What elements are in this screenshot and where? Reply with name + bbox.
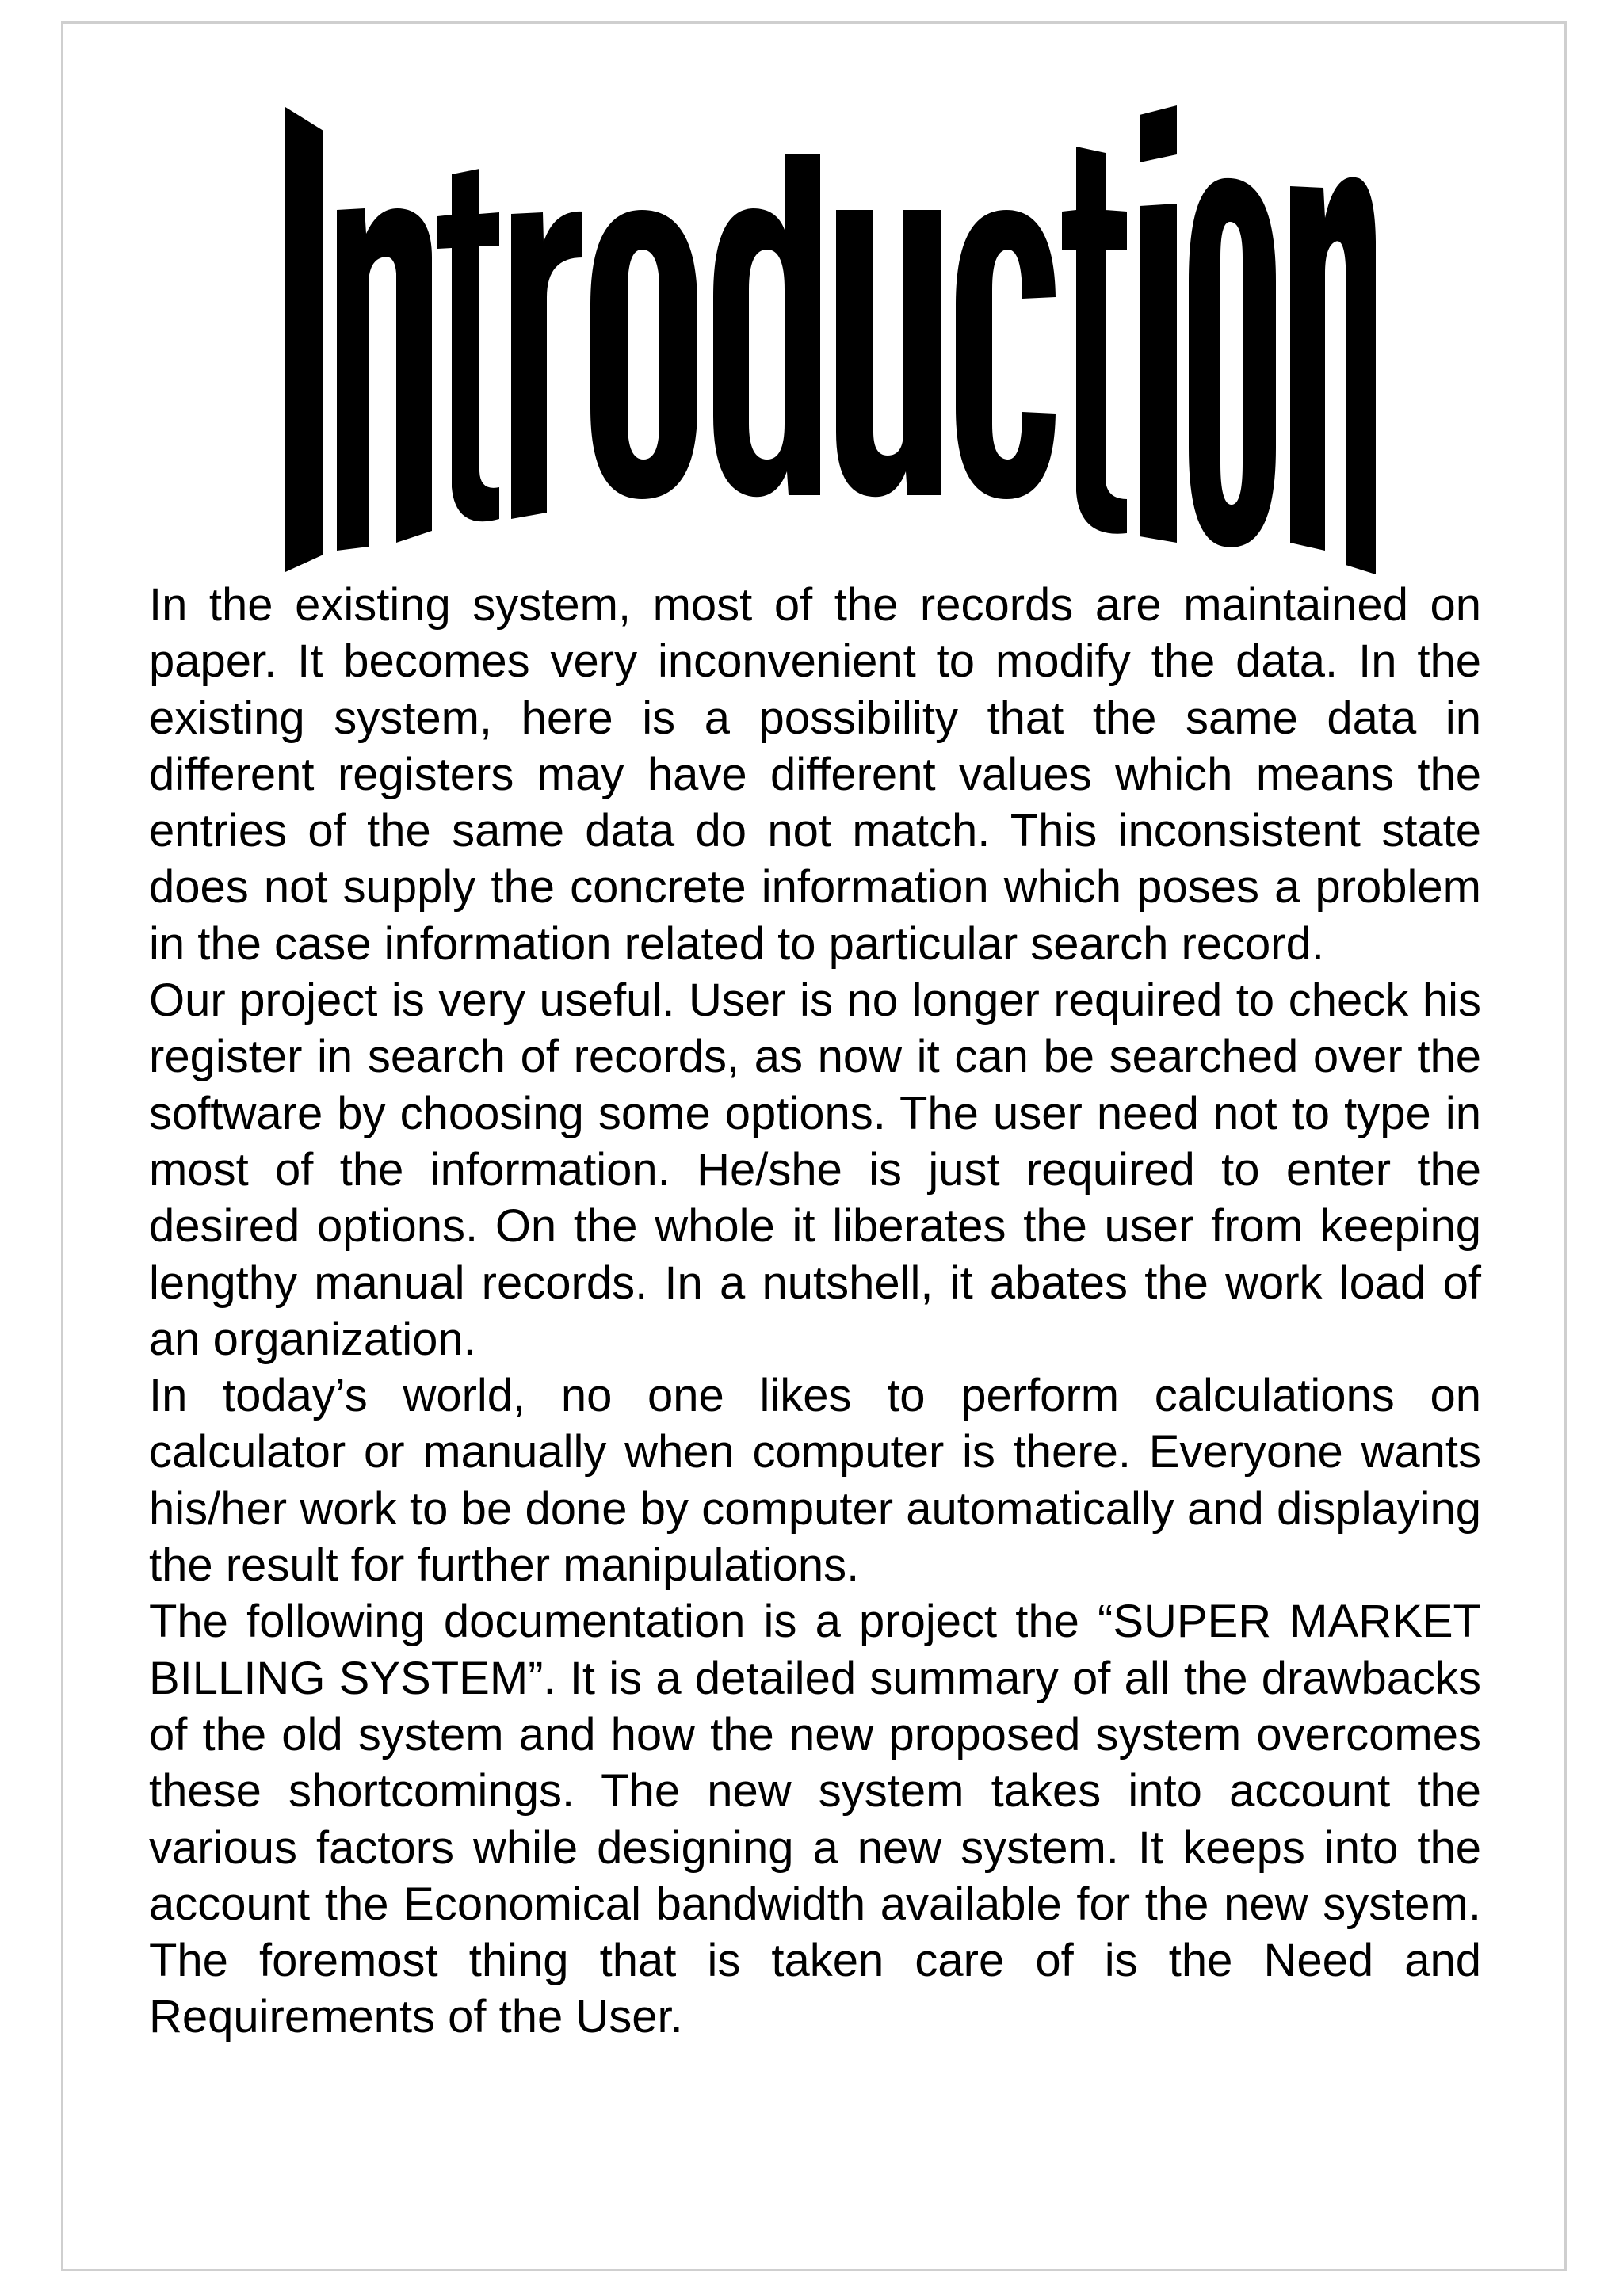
paragraph-documentation: The following documentation is a project the “SUPER MARKET BILLING SYSTEM”. It is a detailed summary of all the drawbacks of the old system and how the new proposed system overcomes these shortcomings. The new system takes into account the various factors while designing a new system. It keeps into the account the Economical bandwidth available for the new system. The foremost thing that is taken care of is the Need and Requirements of the User. — [149, 1596, 1481, 2043]
paragraph-project-usefulness: Our project is very useful. User is no longer required to check his register in search of records, as now it can be searched over the software by choosing some options. The user need not to type in most of the information. He/she is just required to enter the desired options. On the whole it liberates the user from keeping lengthy manual records. In a nutshell, it abates the work load of an organization. — [149, 974, 1481, 1365]
title-letter-o-2 — [1189, 178, 1276, 547]
title-letter-c — [956, 210, 1056, 499]
title-wordart-svg — [269, 99, 1379, 574]
title-letter-t-2 — [1062, 147, 1127, 534]
title-letter-d — [713, 154, 820, 497]
page-title-wordart — [269, 99, 1379, 574]
title-letter-i — [1140, 105, 1177, 543]
title-letter-o — [590, 210, 697, 499]
title-letter-I — [285, 107, 323, 572]
paragraph-existing-system: In the existing system, most of the records are maintained on paper. It becomes very inconvenient to modify the data. In the existing system, here is a possibility that the same data in different registers may have different values which means the entries of the same data do not match. This inconsistent state does not supply the concrete information which poses a problem in the case information related to particular search record. — [149, 579, 1481, 970]
title-letter-n-2 — [1290, 177, 1376, 574]
body-text — [149, 577, 1481, 2046]
title-letter-r — [511, 212, 582, 519]
title-letter-n — [337, 208, 432, 551]
title-letter-u — [836, 210, 941, 497]
paragraph-todays-world: In today’s world, no one likes to perform calculations on calculator or manually when computer is there. Everyone wants his/her work to be done by computer automatically and displaying the result for further manipulations. — [149, 1370, 1481, 1592]
title-letter-t — [437, 169, 499, 521]
